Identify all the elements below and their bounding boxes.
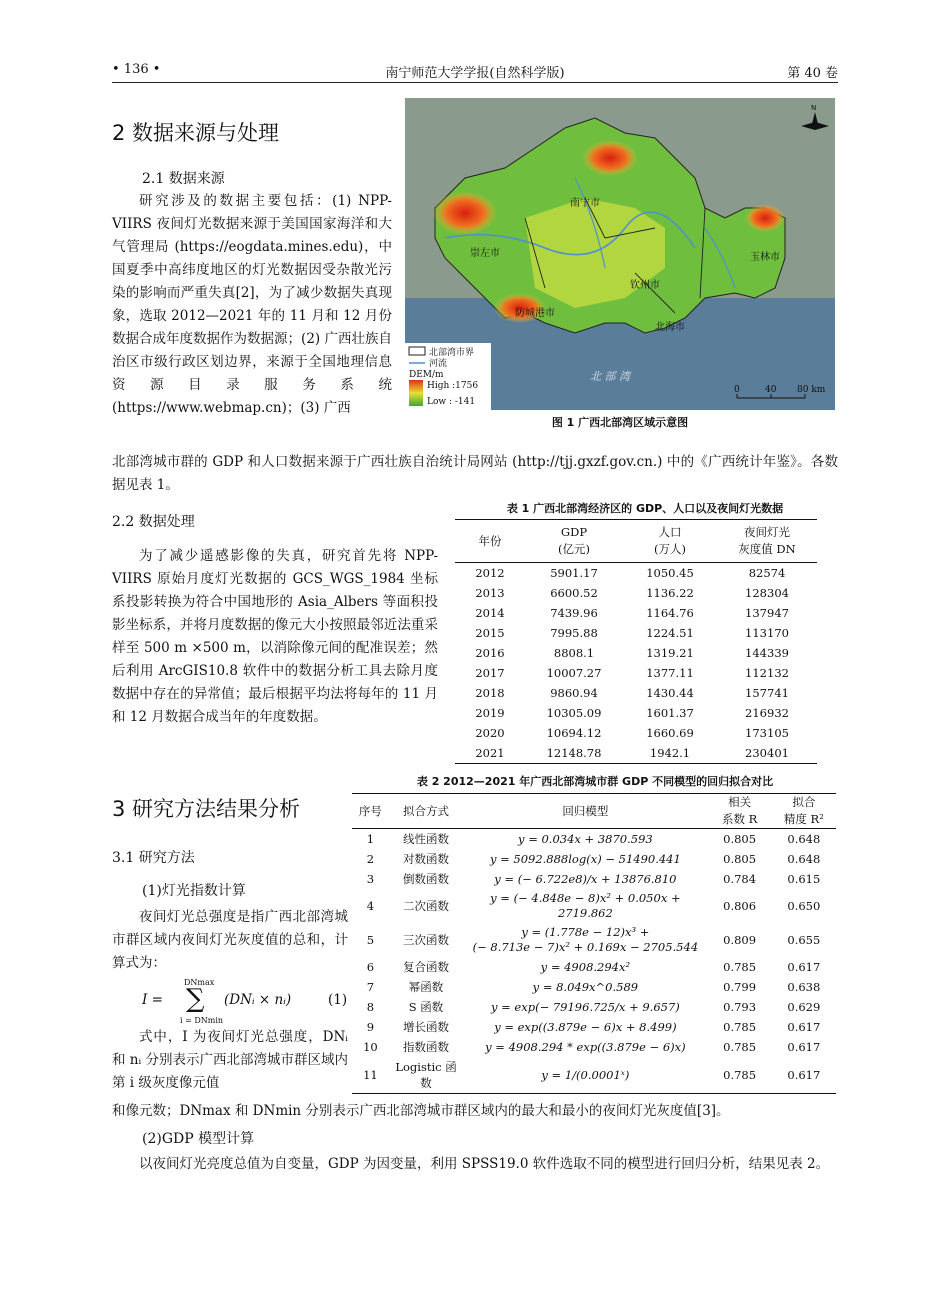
t1-cell: 1430.44 [646,686,694,700]
t2-header-r: 相关 系数 R [721,795,758,826]
section-3-1-title: 3.1 研究方法 [112,850,195,866]
legend-low-label: Low : -141 [427,397,476,407]
scale-tick-0: 0 [734,385,740,395]
table-row [352,849,836,869]
t2-model-line: y = (− 4.848e − 8)x² + 0.050x + [490,891,681,905]
scale-tick-80: 80 km [797,385,826,395]
t2-r-cell: 0.799 [723,980,757,994]
t2-model-cell [463,1017,707,1037]
t2-no-cell: 11 [363,1068,378,1082]
section-2-title: 2 数据来源与处理 [112,121,280,145]
t2-r-cell: 0.784 [723,872,757,886]
t2-model-cell [463,923,707,957]
t1-cell: 230401 [745,746,789,760]
t2-r2-cell: 0.648 [787,852,821,866]
t2-no-cell: 10 [363,1040,378,1054]
t1-cell: 8808.1 [553,646,595,660]
t1-cell: 2015 [475,626,505,640]
table-1 [455,519,817,764]
t1-cell: 10694.12 [546,726,602,740]
formula-lower-limit: i = DNmin [180,1016,224,1025]
t2-no-cell: 8 [366,1000,375,1014]
t1-cell: 173105 [745,726,789,740]
t1-cell: 1319.21 [646,646,694,660]
t2-no-cell: 7 [366,980,375,994]
t2-method-cell: 增长函数 [403,1020,450,1034]
t2-model-cell [463,977,707,997]
t1-cell: 2014 [475,606,505,620]
section-2-2-para: 为了减少遥感影像的失真，研究首先将 NPP-VIIRS 原始月度灯光数据的 GCS_WGS_1984 坐标系投影转换为符合中国地形的 Asia_Albers 等面积投影坐标系，并将月度数据的像元大小按照最邻近法重采样至 500 m ×500 m，以消除像元间的配准误差；然后利用 ArcGIS10.8 软件中的数据分析工具去除月度数据中存在的异常值；最后根据平均法将每年的 11 月和 12 月数据合成当年的年度数据。 [112,548,438,725]
t2-method-cell: 复合函数 [403,960,450,974]
t2-method-cell: 线性函数 [403,832,450,846]
highland-west [433,191,497,235]
journal-title: 南宁师范大学学报(自然科学版) [385,66,565,81]
t2-model-line: y = exp(− 79196.725/x + 9.657) [490,999,680,1014]
t2-model-cell [463,957,707,977]
t2-r2-cell: 0.617 [787,960,821,974]
section-2-2-title: 2.2 数据处理 [112,514,195,530]
t2-r2-cell: 0.617 [787,1040,821,1054]
table-row [455,683,817,703]
t1-cell: 5901.17 [550,566,598,580]
city-label-beihai: 北海市 [655,322,685,333]
t1-cell: 9860.94 [550,686,598,700]
t2-method-cell: 幂函数 [408,980,444,994]
t1-cell: 12148.78 [546,746,602,760]
city-label-nanning: 南宁市 [570,198,600,209]
highland-east [745,204,785,232]
table-row [352,1057,836,1093]
t1-cell: 10305.09 [546,706,602,720]
t2-header-method: 拟合方式 [403,804,450,818]
table-row [352,889,836,923]
t2-model-cell [463,849,707,869]
t2-r2-cell: 0.648 [787,832,821,846]
t1-cell: 2018 [475,686,505,700]
t1-cell: 157741 [745,686,789,700]
section-2-1-title: 2.1 数据来源 [142,171,225,187]
t2-model-cell [463,829,707,850]
t2-method-cell: 三次函数 [403,933,450,947]
map-graphic [405,98,835,410]
t1-header-gdp: GDP (亿元) [558,525,590,556]
section-2-1-para: 研究涉及的数据主要包括：(1) NPP-VIIRS 夜间灯光数据来源于美国国家海洋和大气管理局 (https://eogdata.mines.edu)，中国夏季中高纬度地区的灯光数据因受杂散光污染的影响而严重失真[2]，为了减少数据失真现象，选取 2012—2021 年的 11 月和 12 月份数据合成年度数据作为数据源；(2) 广西壮族自治区市级行政区划边界，来源于全国地理信息资源目录服务系统 (https://www.webmap.cn)；(3) 广西 [112,193,392,416]
t1-cell: 1601.37 [646,706,694,720]
t2-no-cell: 4 [366,899,375,913]
t2-method-cell: 二次函数 [403,899,450,913]
t2-model-cell [463,997,707,1017]
t2-model-line: y = 4908.294x² [540,959,631,974]
t1-cell: 6600.52 [550,586,598,600]
section-3-title: 3 研究方法结果分析 [112,797,301,821]
table-2 [352,793,836,1094]
t2-r-cell: 0.805 [723,832,757,846]
t2-no-cell: 9 [366,1020,375,1034]
t2-model-line: y = 8.049x^0.589 [532,979,639,994]
t2-r-cell: 0.805 [723,852,757,866]
t2-model-line: y = 5092.888log(x) − 51490.441 [489,851,681,866]
sea-label: 北 部 湾 [590,370,630,383]
t2-method-cell: S 函数 [408,1000,444,1014]
t2-model-cell [463,869,707,889]
table-2-caption: 表 2 2012—2021 年广西北部湾城市群 GDP 不同模型的回归拟合对比 [416,775,774,788]
t1-cell: 1164.76 [646,606,694,620]
t1-cell: 1050.45 [646,566,694,580]
t2-no-cell: 2 [366,852,375,866]
t1-cell: 82574 [748,566,786,580]
table-row [352,869,836,889]
table-row [352,1037,836,1057]
t2-model-cell [463,889,707,923]
legend-river-label: 河流 [429,359,448,369]
t2-method-cell: 倒数函数 [403,872,450,886]
section-3-para-2-cont: 和像元数；DNmax 和 DNmin 分别表示广西北部湾城市群区域内的最大和最小的夜间灯光灰度值[3]。 [112,1103,730,1119]
t2-r-cell: 0.785 [723,960,757,974]
t2-no-cell: 3 [366,872,375,886]
t1-cell: 113170 [745,626,789,640]
t1-cell: 216932 [745,706,789,720]
t2-model-line: y = 4908.294 * exp((3.879e − 6)x) [485,1039,686,1054]
t1-cell: 144339 [745,646,789,660]
t2-r2-cell: 0.629 [787,1000,821,1014]
t2-header-model: 回归模型 [562,804,609,818]
t2-no-cell: 5 [366,933,375,947]
scale-tick-40: 40 [765,385,777,395]
t2-r-cell: 0.785 [723,1040,757,1054]
t2-r2-cell: 0.615 [787,872,821,886]
table-row [455,703,817,723]
t2-r2-cell: 0.617 [787,1020,821,1034]
t1-cell: 10007.27 [546,666,602,680]
t1-cell: 7439.96 [550,606,598,620]
volume-label: 第 40 卷 [787,66,838,81]
t1-cell: 2017 [475,666,505,680]
t2-model-cell [463,1037,707,1057]
t1-cell: 2021 [475,746,505,760]
t1-cell: 2013 [475,586,505,600]
table-row [455,643,817,663]
t1-cell: 2016 [475,646,505,660]
t1-cell: 7995.88 [550,626,598,640]
table-row [455,583,817,603]
t2-header-r2: 拟合 精度 R² [783,795,824,826]
formula-sum: ∑ [186,984,205,1014]
section-3-para-1: 夜间灯光总强度是指广西北部湾城市群区域内夜间灯光灰度值的总和，计算式为： [112,909,348,971]
table-row [455,723,817,743]
t2-no-cell: 6 [366,960,375,974]
t1-cell: 1136.22 [646,586,694,600]
t1-cell: 1224.51 [646,626,694,640]
page-number: • 136 • [112,62,161,77]
t2-r2-cell: 0.617 [787,1068,821,1082]
table-row [352,923,836,957]
t2-model-cell [463,1057,707,1093]
formula-term: (DNᵢ × nᵢ) [224,992,292,1008]
t2-r-cell: 0.793 [723,1000,757,1014]
t2-r2-cell: 0.655 [787,933,821,947]
formula-1 [142,978,350,1026]
legend-dem-label: DEM/m [409,370,444,380]
city-label-chongzuo: 崇左市 [470,248,500,259]
t1-cell: 112132 [745,666,789,680]
table-row [455,663,817,683]
table-row [352,829,836,850]
section-3-item-2: (2)GDP 模型计算 [142,1131,255,1147]
t1-cell: 2012 [475,566,505,580]
section-3-item-1: (1)灯光指数计算 [142,883,246,899]
t1-cell: 1660.69 [646,726,694,740]
t1-header-population: 人口 (万人) [654,525,686,556]
t2-method-cell: 指数函数 [403,1040,450,1054]
t2-model-line: y = (− 6.722e8)/x + 13876.810 [494,871,677,886]
t2-r-cell: 0.809 [723,933,757,947]
table-1-caption: 表 1 广西北部湾经济区的 GDP、人口以及夜间灯光数据 [506,502,784,515]
table-row [455,623,817,643]
t2-method-cell: 对数函数 [403,852,450,866]
t1-cell: 1377.11 [646,666,694,680]
north-label: N [811,104,817,112]
section-3-para-3: 以夜间灯光亮度总值为自变量，GDP 为因变量，利用 SPSS19.0 软件选取不同的模型进行回归分析，结果见表 2。 [139,1156,830,1172]
table-row [352,997,836,1017]
formula-lhs: I = [142,992,163,1008]
table-row [455,603,817,623]
t2-model-line: (− 8.713e − 7)x² + 0.169x − 2705.544 [472,940,699,954]
t2-header-no: 序号 [358,804,382,818]
formula-number: (1) [328,992,348,1008]
t1-header-year: 年份 [478,534,502,548]
t2-r-cell: 0.785 [723,1068,757,1082]
t2-r-cell: 0.806 [723,899,757,913]
t2-r-cell: 0.785 [723,1020,757,1034]
t2-r2-cell: 0.650 [787,899,821,913]
running-header [112,60,838,83]
section-2-1-para-cont: 北部湾城市群的 GDP 和人口数据来源于广西壮族自治统计局网站 (http://tjj.gxzf.gov.cn.) 中的《广西统计年鉴》。各数据见表 1。 [112,454,838,493]
t2-no-cell: 1 [366,832,375,846]
t1-cell: 2020 [475,726,505,740]
t1-cell: 2019 [475,706,505,720]
table-row [352,1017,836,1037]
city-label-qinzhou: 钦州市 [630,280,660,291]
legend-high-label: High :1756 [427,381,479,391]
city-label-fangchenggang: 防城港市 [515,308,555,319]
section-3-para-2: 式中，I 为夜间灯光总强度，DNᵢ 和 nᵢ 分别表示广西北部湾城市群区域内第 i 级灰度像元值 [112,1029,348,1091]
table-row [455,743,817,763]
t2-model-line: y = 1/(0.0001ˣ) [541,1067,630,1082]
t1-header-dn: 夜间灯光 灰度值 DN [738,525,796,556]
t1-cell: 1942.1 [649,746,691,760]
formula-upper-limit: DNmax [184,978,215,987]
t2-model-line: y = 0.034x + 3870.593 [518,831,653,846]
table-row [455,563,817,584]
figure-1-map [405,98,835,410]
t2-model-line: y = exp((3.879e − 6)x + 8.499) [494,1019,677,1034]
highland-north [582,140,638,176]
t2-model-line: y = (1.778e − 12)x³ + [521,925,650,939]
t2-r2-cell: 0.638 [787,980,821,994]
t1-cell: 128304 [745,586,789,600]
t1-cell: 137947 [745,606,789,620]
table-row [352,957,836,977]
table-row [352,977,836,997]
t2-method-cell: Logistic 函数 [395,1060,457,1090]
t2-model-line: 2719.862 [557,906,613,920]
city-label-yulin: 玉林市 [750,252,780,263]
figure-1-caption: 图 1 广西北部湾区域示意图 [551,416,689,429]
dem-color-ramp [409,380,423,406]
legend-boundary-label: 北部湾市界 [429,348,475,358]
